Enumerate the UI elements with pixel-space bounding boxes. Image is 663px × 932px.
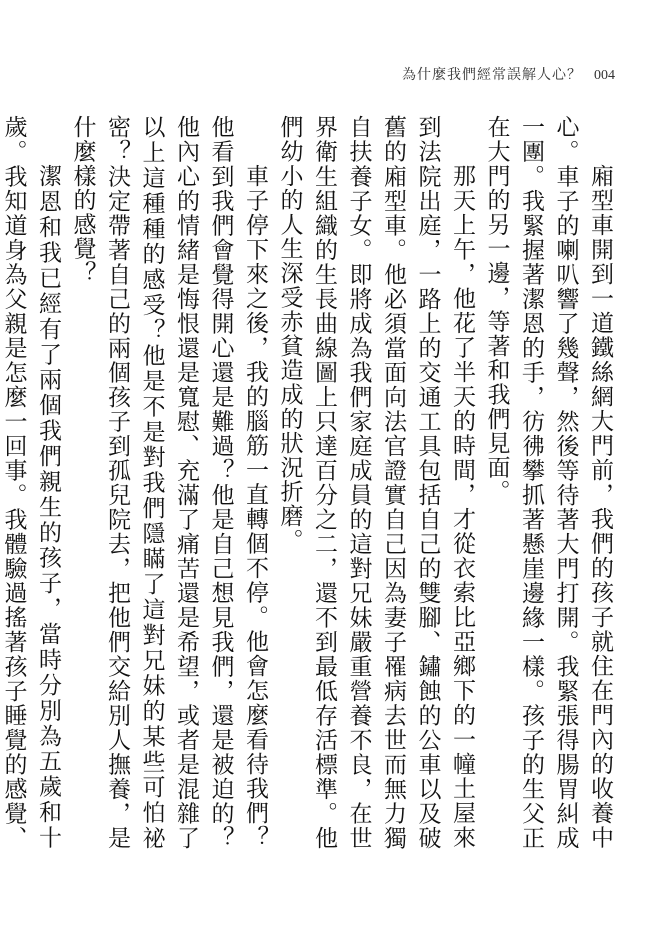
- paragraph-arrival: 廂型車開到一道鐵絲網大門前，我們的孩子就住在門內的收養中心。車子的喇叭響了幾聲，然後等待著大門打開。我緊張得腸胃糾成一團。我緊握著潔恩的手，彷彿攀抓著懸崖邊緣一樣。孩子的生父正在大門的另一邊，等著和我們見面。: [483, 115, 613, 850]
- page-number: 004: [594, 68, 615, 83]
- paragraph-questions: 車子停下來之後，我的腦筋一直轉個不停。他會怎麼看待我們？他看到我們會覺得開心還是難過？他是自己想見我們，還是被迫的？他內心的情緒是悔恨還是寬慰、充滿了痛苦還是希望，或者是混雜了以上這種種的感受？他是不是對我們隱瞞了這對兄妹的某些可怕祕密？決定帶著自己的兩個孩子到孤兒院去，把他們交給別人撫養，是什麼樣的感覺？: [69, 115, 268, 850]
- running-header-title: 為什麼我們經常誤解人心？: [402, 67, 582, 83]
- paragraph-birth-father: 那天上午，他花了半天的時間，才從衣索比亞鄉下的一幢土屋來到法院出庭，一路上的交通工具包括自己的雙腳、鏽蝕的公車以及破舊的廂型車。他必須當面向法官證實自己因為妻子罹病去世而無力獨自扶養子女。即將成為我們家庭成員的這對兄妹嚴重營養不良，在世界衛生組織的生長曲線圖上只達百分之二，還不到最低存活標準。他們幼小的人生深受赤貧造成的狀況折磨。: [276, 115, 475, 850]
- paragraph-own-children: 潔恩和我已經有了兩個我們親生的孩子，當時分別為五歲和十歲。我知道身為父親是怎麼一回事。我體驗過搖著孩子睡覺的感覺、: [0, 115, 61, 850]
- running-header: [402, 64, 615, 84]
- body-text: [0, 115, 617, 850]
